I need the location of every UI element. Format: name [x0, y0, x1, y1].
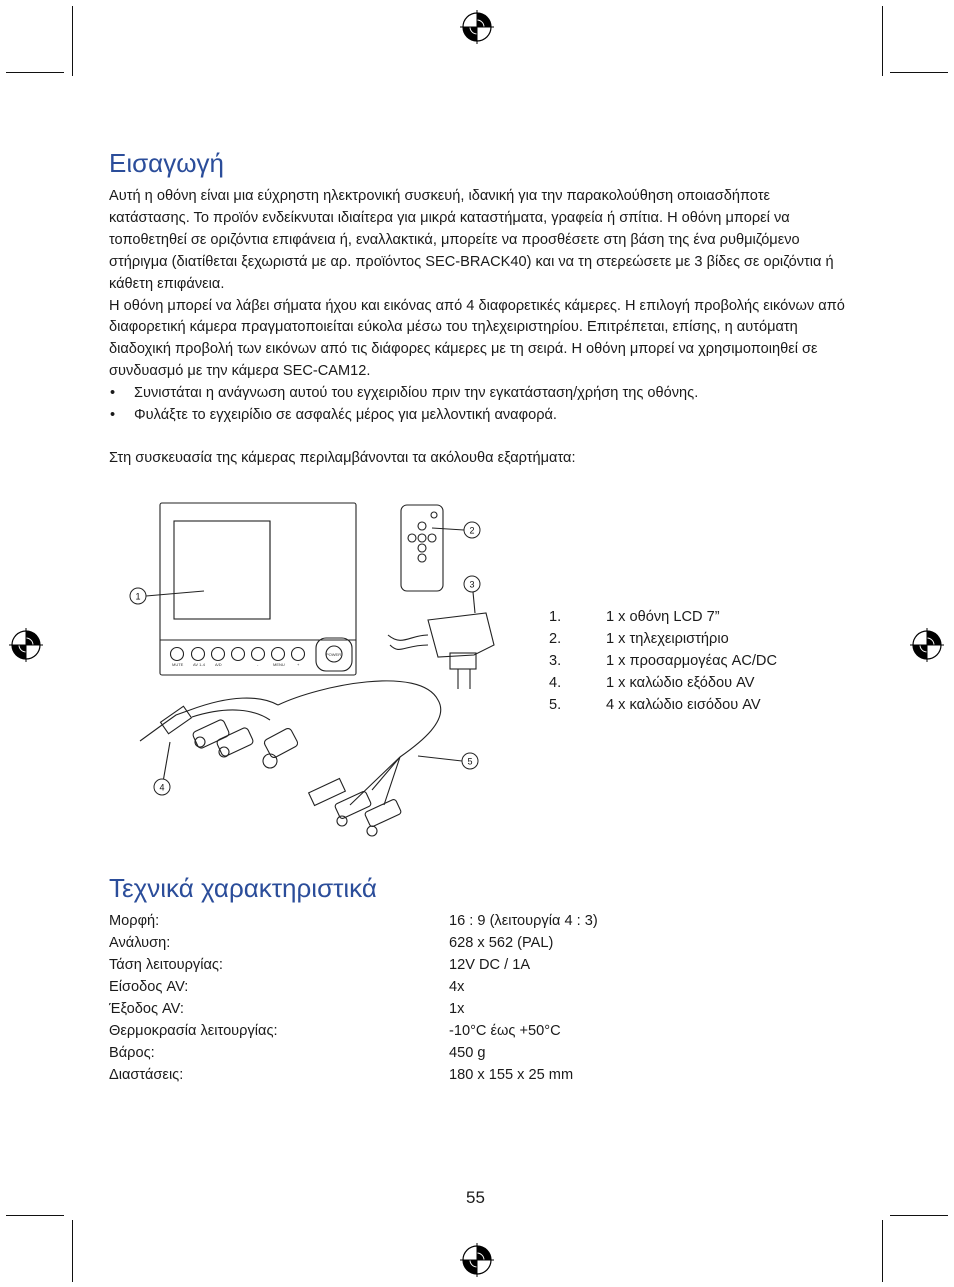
spec-label: Είσοδος AV: — [109, 979, 189, 995]
button-label: - — [257, 662, 259, 667]
callout-3: 3 — [469, 579, 475, 590]
part-text: 1 x προσαρμογέας AC/DC — [606, 653, 778, 669]
intro-body — [109, 186, 849, 427]
list-item — [109, 405, 849, 427]
spec-label: Ανάλυση: — [109, 935, 171, 951]
button-label: MUTE — [172, 662, 184, 667]
part-text: 1 x καλώδιο εξόδου AV — [606, 675, 755, 691]
table-row — [109, 1064, 598, 1086]
intro-heading: Εισαγωγή — [109, 148, 224, 178]
part-text: 4 x καλώδιο εισόδου AV — [606, 697, 761, 713]
table-row — [109, 976, 598, 998]
spec-value: 628 x 562 (PAL) — [449, 935, 554, 951]
button-label: + — [297, 662, 300, 667]
crop-mark-bottom-left-v — [72, 1220, 73, 1282]
list-item — [549, 694, 777, 716]
part-number: 3. — [549, 653, 562, 669]
button-label: MENU — [273, 662, 285, 667]
table-row — [109, 910, 598, 932]
av-input-cable-drawing — [263, 681, 441, 836]
button-label: A/D — [215, 662, 222, 667]
intro-paragraph-2: Η οθόνη μπορεί να λάβει σήματα ήχου και εικόνας από 4 διαφορετικές κάμερες. Η επιλογή προβολής εικόνων από διαφορετική κάμερα πραγματοποιείται εύκολα μέσω του τηλεχειριστηρίου. Επιτρέπεται, επίσης, η αυτόματη διαδοχική προβολή των εικόνων από τις διάφορες κάμερες με τη σειρά. Η οθόνη μπορεί να χρησιμοποιηθεί σε συνδυασμό με την κάμερα SEC-CAM12. — [109, 297, 845, 380]
bullet-icon: • — [110, 385, 116, 402]
part-text: 1 x οθόνη LCD 7” — [606, 609, 720, 625]
part-number: 5. — [549, 697, 562, 713]
callout-2: 2 — [469, 525, 475, 536]
lcd-screen-drawing — [174, 521, 270, 619]
registration-mark-left — [9, 628, 43, 662]
page-number: 55 — [466, 1188, 485, 1207]
spec-label: Διαστάσεις: — [109, 1067, 184, 1083]
specs-table — [109, 910, 598, 1086]
registration-mark-top — [460, 10, 494, 44]
spec-value: 450 g — [449, 1045, 486, 1061]
table-row — [109, 932, 598, 954]
bullet-text: Φυλάξτε το εγχειρίδιο σε ασφαλές μέρος για μελλοντική αναφορά. — [134, 407, 557, 424]
spec-label: Θερμοκρασία λειτουργίας: — [109, 1023, 278, 1039]
parts-list — [549, 606, 777, 716]
ac-adapter-drawing — [428, 613, 494, 657]
package-contents-illustration — [120, 495, 500, 840]
crop-mark-top-left-v — [72, 6, 73, 76]
spec-value: 1x — [449, 1001, 465, 1017]
list-item — [549, 672, 777, 694]
part-number: 1. — [549, 609, 562, 625]
bullet-icon: • — [110, 407, 116, 424]
callout-5: 5 — [467, 756, 473, 767]
nav-label: POWER — [326, 652, 342, 657]
table-row — [109, 954, 598, 976]
spec-value: 180 x 155 x 25 mm — [449, 1067, 574, 1083]
callout-1: 1 — [135, 591, 141, 602]
crop-mark-bottom-right-v — [882, 1220, 883, 1282]
table-row — [109, 998, 598, 1020]
table-row — [109, 1042, 598, 1064]
spec-label: Έξοδος AV: — [109, 1001, 184, 1017]
button-label: AV 1-4 — [193, 662, 205, 667]
lcd-monitor-drawing — [160, 503, 356, 675]
part-number: 4. — [549, 675, 562, 691]
callout-4: 4 — [159, 782, 165, 793]
list-item — [549, 650, 777, 672]
list-item — [549, 606, 777, 628]
spec-value: 12V DC / 1A — [449, 957, 531, 973]
spec-value: 4x — [449, 979, 465, 995]
spec-value: 16 : 9 (λειτουργία 4 : 3) — [449, 913, 598, 929]
spec-label: Βάρος: — [109, 1045, 155, 1061]
crop-mark-top-right-h — [890, 72, 948, 73]
part-number: 2. — [549, 631, 562, 647]
list-item — [549, 628, 777, 650]
package-contents-line: Στη συσκευασία της κάμερας περιλαμβάνονται τα ακόλουθα εξαρτήματα: — [109, 450, 576, 466]
specs-heading: Τεχνικά χαρακτηριστικά — [109, 873, 377, 903]
part-text: 1 x τηλεχειριστήριο — [606, 631, 729, 647]
intro-paragraph-1: Αυτή η οθόνη είναι μια εύχρηστη ηλεκτρονική συσκευή, ιδανική για την παρακολούθηση οποιασδήποτε κατάστασης. Το προϊόν ενδείκνυται ιδιαίτερα για μικρά καταστήματα, γραφεία ή σπίτια. Η οθόνη μπορεί να τοποθετηθεί σε οριζόντια επιφάνεια ή, εναλλακτικά, μπορείτε να προσθέσετε στη βάση της ένα ρυθμιζόμενο στήριγμα (διατίθεται ξεχωριστά με αρ. προϊόντος SEC-BRACK40) και να τη στερεώσετε με 3 βίδες σε οριζόντια ή κάθετη επιφάνεια. — [109, 188, 834, 292]
list-item — [109, 383, 849, 405]
intro-bullet-list — [109, 383, 849, 427]
registration-mark-right — [910, 628, 944, 662]
crop-mark-top-left-h — [6, 72, 64, 73]
registration-mark-bottom — [460, 1243, 494, 1277]
remote-control-drawing — [401, 505, 443, 591]
spec-label: Τάση λειτουργίας: — [109, 957, 223, 973]
crop-mark-bottom-left-h — [6, 1215, 64, 1216]
table-row — [109, 1020, 598, 1042]
crop-mark-top-right-v — [882, 6, 883, 76]
crop-mark-bottom-right-h — [890, 1215, 948, 1216]
spec-value: -10°C έως +50°C — [449, 1023, 561, 1039]
av-output-cable-drawing — [140, 698, 278, 757]
bullet-text: Συνιστάται η ανάγνωση αυτού του εγχειριδίου πριν την εγκατάσταση/χρήση της οθόνης. — [134, 385, 699, 402]
spec-label: Μορφή: — [109, 913, 160, 929]
